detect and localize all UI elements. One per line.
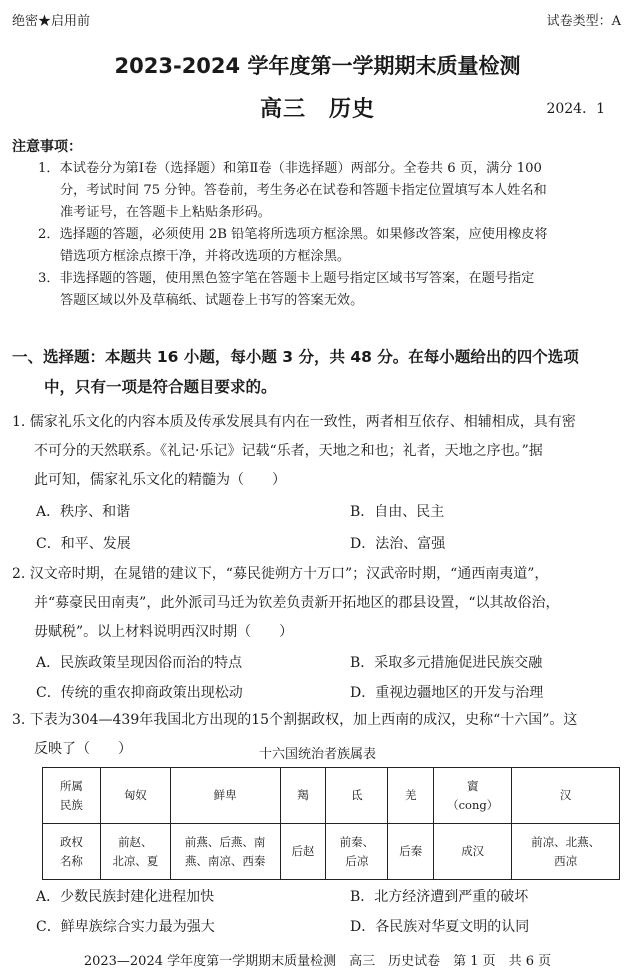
question-line: 1. 儒家礼乐文化的内容本质及传承发展具有内在一致性，两者相互依存、相辅相成，具有密	[12, 414, 576, 430]
notes-heading: 注意事项：	[12, 139, 82, 155]
q2-option-a: A．民族政策呈现因俗而治的特点	[36, 655, 243, 671]
notes-line: 1．本试卷分为第Ⅰ卷（选择题）和第Ⅱ卷（非选择题）两部分。全卷共 6 页，满分 100	[38, 161, 542, 176]
table-cell: 政权 名称	[43, 824, 101, 880]
table-cell: 氐	[326, 768, 388, 824]
table-cell: 所属 民族	[43, 768, 101, 824]
notes-line: 答题区域以外及草稿纸、试题卷上书写的答案无效。	[60, 293, 364, 308]
table-cell: 羯	[280, 768, 326, 824]
section-line: 中，只有一项是符合题目要求的。	[44, 378, 277, 396]
question-1	[12, 408, 624, 495]
ethnic-regime-table	[42, 767, 620, 880]
question-line: 2. 汉文帝时期，在晁错的建议下，“募民徙朔方十万口”；汉武帝时期，“通西南夷道”，	[12, 566, 549, 582]
table-row	[43, 768, 620, 824]
q3-option-b: B．北方经济遭到严重的破坏	[350, 889, 529, 905]
q1-option-c: C．和平、发展	[36, 536, 131, 552]
table-cell: 后秦	[388, 824, 434, 880]
exam-subject: 高三 历史	[259, 97, 375, 122]
q2-option-c: C．传统的重农抑商政策出现松动	[36, 685, 243, 701]
question-line: 3. 下表为304—439年我国北方出现的15个割据政权，加上西南的成汉，史称“十六国”。这	[12, 712, 578, 728]
page-footer: 2023—2024 学年度第一学期期末质量检测 高三 历史试卷 第 1 页 共 6 页	[83, 954, 552, 969]
section-line: 一、选择题：本题共 16 小题，每小题 3 分，共 48 分。在每小题给出的四个选项	[12, 348, 579, 366]
table-cell: 羌	[388, 768, 434, 824]
question-line: 此可知，儒家礼乐文化的精髓为（ ）	[34, 472, 286, 488]
notes-line: 3．非选择题的答题，使用黑色签字笔在答题卡上题号指定区域书写答案，在题号指定	[38, 271, 535, 286]
q3-option-d: D．各民族对华夏文明的认同	[350, 919, 530, 935]
table-cell: 前秦、 后凉	[326, 824, 388, 880]
table-title: 十六国统治者族属表	[258, 747, 376, 762]
notes-line: 2．选择题的答题，必须使用 2B 铅笔将所选项方框涂黑。如果修改答案，应使用橡皮将	[38, 227, 548, 242]
q3-option-a: A．少数民族封建化进程加快	[36, 889, 215, 905]
paper-type: 试卷类型：A	[546, 14, 621, 29]
q3-option-c: C．鲜卑族综合实力最为强大	[36, 919, 215, 935]
table-cell: 后赵	[280, 824, 326, 880]
table-cell: 鲜卑	[170, 768, 280, 824]
question-2	[12, 560, 624, 647]
question-line: 不可分的天然联系。《礼记·乐记》记载“乐者，天地之和也；礼者，天地之序也。”据	[34, 443, 543, 459]
exam-title: 2023-2024 学年度第一学期期末质量检测	[114, 54, 521, 78]
question-line: 反映了（ ）	[34, 741, 132, 757]
table-cell: 汉	[512, 768, 620, 824]
exam-date: 2024．1	[546, 101, 605, 117]
q1-option-d: D．法治、富强	[350, 536, 446, 552]
table-cell: 前赵、 北凉、夏	[100, 824, 170, 880]
notes-line: 错选项方框涂点擦干净，并将改选项的方框涂黑。	[60, 249, 351, 264]
q2-option-b: B．采取多元措施促进民族交融	[350, 655, 543, 671]
table-cell: 前燕、后燕、南 燕、南凉、西秦	[170, 824, 280, 880]
table-cell: 匈奴	[100, 768, 170, 824]
table-row	[43, 824, 620, 880]
section-heading	[12, 342, 579, 402]
question-line: 毋赋税”。以上材料说明西汉时期（ ）	[34, 624, 294, 640]
q2-option-d: D．重视边疆地区的开发与治理	[350, 685, 544, 701]
notes-line: 准考证号，在答题卡上粘贴条形码。	[60, 205, 271, 220]
table-cell: 賨 （cong）	[434, 768, 512, 824]
confidential-mark: 绝密★启用前	[12, 14, 91, 29]
question-line: 并“募豪民田南夷”，此外派司马迁为钦差负责新开拓地区的郡县设置，“以其故俗治，	[34, 595, 560, 611]
notes-block	[38, 158, 628, 312]
notes-line: 分，考试时间 75 分钟。答卷前，考生务必在试卷和答题卡指定位置填写本人姓名和	[60, 183, 547, 198]
table-cell: 前凉、北燕、 西凉	[512, 824, 620, 880]
q1-option-a: A．秩序、和谐	[36, 504, 131, 520]
q1-option-b: B．自由、民主	[350, 504, 445, 520]
table-cell: 成汉	[434, 824, 512, 880]
